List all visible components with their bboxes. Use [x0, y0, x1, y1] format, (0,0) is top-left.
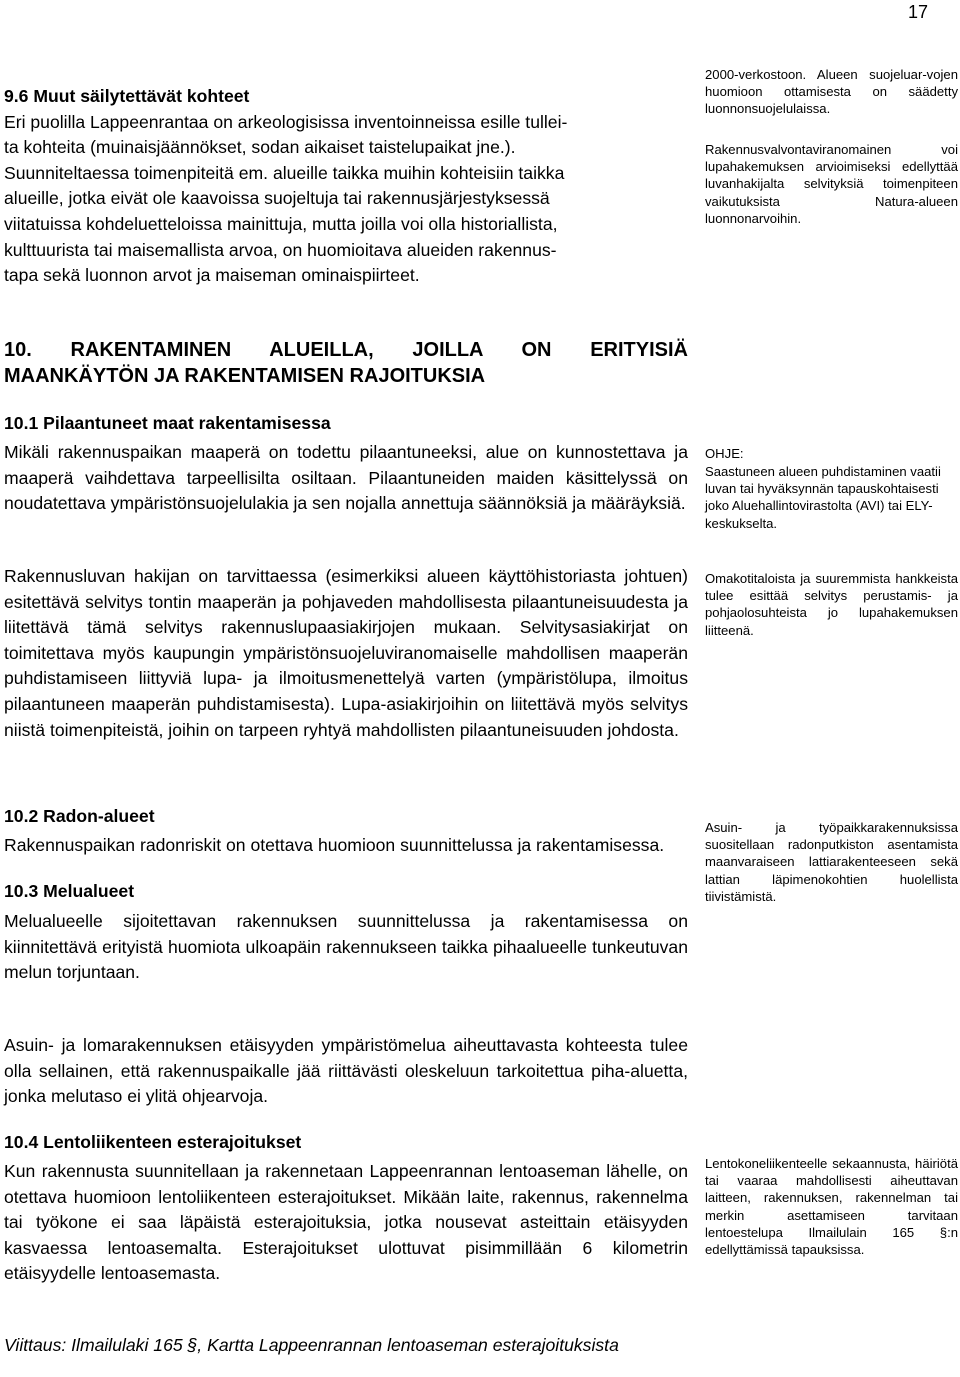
section-10-3-heading — [4, 879, 688, 905]
section-9-6-line-5: viitatuissa kohdeluetteloissa mainittuja, mutta joilla voi olla historiallista, — [4, 213, 558, 234]
section-10-3-para-1: Melualueelle sijoitettavan rakennuksen suunnittelussa ja rakentamisessa on kiinnitettävä erityistä huomiota ulkoapäin rakennukseen taikka pihaalueelle tunkeutuvan melun torjuntaan. — [4, 911, 688, 983]
section-10-1-title: 10.1 Pilaantuneet maat rakentamisessa — [4, 413, 331, 433]
section-9-6-line-2: ta kohteita (muinaisjäännökset, sodan aikaiset taistelupaikat jne.). — [4, 137, 516, 158]
section-10-2-para: Rakennuspaikan radonriskit on otettava huomioon suunnittelussa ja rakentamisessa. — [4, 835, 665, 855]
side-note-ground-survey: Omakotitaloista ja suuremmista hankkeista tulee esittää selvitys perustamis- ja pohjaolosuhteista jo lupahakemuksen liitteenä. — [705, 571, 958, 638]
side-note-contamination: Saastuneen alueen puhdistaminen vaatii luvan tai hyväksynnän tapauskohtaisesti joko Aluehallintovirastolta (AVI) tai ELY- keskukselta. — [705, 464, 941, 531]
side-note-natura-1: 2000-verkostoon. Alueen suojeluar-vojen huomioon ottamisesta on säädetty luonnonsuojelulaissa. — [705, 67, 958, 117]
ohje-label: OHJE: — [705, 446, 744, 461]
section-10-1-para-1: Mikäli rakennuspaikan maaperä on todettu pilaantuneeksi, alue on kunnostettava ja maaperä vaihdettava tarpeellisilta osiltaan. Pilaantuneiden maiden käsittelyssä on noudatettava ympäristönsuojelulakia ja sen nojalla annettuja säännöksiä ja määräyksiä. — [4, 442, 688, 514]
section-9-6-line-3: Suunniteltaessa toimenpiteitä em. alueille taikka muihin kohteisiin taikka — [4, 162, 565, 183]
section-9-6-line-7: tapa sekä luonnon arvot ja maiseman ominaispiirteet. — [4, 265, 420, 286]
section-9-6 — [4, 84, 688, 289]
section-10-1-heading — [4, 411, 688, 437]
side-note-natura-2-block — [705, 141, 958, 227]
section-9-6-line-1: Eri puolilla Lappeenrantaa on arkeologisissa inventoinneissa esille tullei- — [4, 111, 568, 132]
section-10-3-para-2: Asuin- ja lomarakennuksen etäisyyden ympäristömelua aiheuttavasta kohteesta tulee olla sellainen, että rakennuspaikalle jää riittävästi oleskeluun tarkoitettua piha-aluetta, jonka melutaso ei ylitä ohjearvoja. — [4, 1035, 688, 1107]
section-10-4-title: 10.4 Lentoliikenteen esterajoitukset — [4, 1132, 302, 1152]
section-10-4-heading — [4, 1130, 688, 1156]
section-9-6-heading: 9.6 Muut säilytettävät kohteet — [4, 86, 250, 106]
section-10-4-para: Kun rakennusta suunnitellaan ja rakennetaan Lappeenrannan lentoaseman lähelle, on otettava huomioon lentoliikenteen esterajoitukset. Mikään laite, rakennus, rakennelma tai työkone ei saa läpäistä esterajoituksia, jotka nousevat asteittain etäisyyden kasvaessa lentoasemalta. Esterajoitukset ulottuvat pisimmillään 6 kilometrin etäisyydelle lentoasemasta. — [4, 1161, 688, 1284]
section-10-1-para-2: Rakennusluvan hakijan on tarvittaessa (esimerkiksi alueen käyttöhistoriasta johtuen) esitettävä selvitys tontin maaperän ja pohjaveden mahdollisesta pilaantuneisuudesta ja liitettävä tämä selvitys rakennuslupaasiakirjojen mukaan. Selvitysasiakirjat on toimitettava myös kaupungin ympäristönsuojeluviranomaiselle mahdollisen maaperän puhdistamiseen liittyviä lupa- ja ilmoitusmenettelyä varten (ympäristölupa, ilmoitus pilaantuneen maaperän puhdistamisesta). Lupa-asiakirjoihin on liitettävä myös selvitys niistä toimenpiteistä, joihin on tarpeen ryhtyä mahdollisten pilaantuneisuuden johdosta. — [4, 566, 688, 740]
section-10-heading-line-1: 10. RAKENTAMINEN ALUEILLA, JOILLA ON ERITYISIÄ — [4, 339, 688, 361]
section-9-6-line-6: kulttuurista tai maisemallista arvoa, on huomioitava alueiden rakennus- — [4, 239, 557, 260]
section-10-3-title: 10.3 Melualueet — [4, 881, 135, 901]
reference-note: Viittaus: Ilmailulaki 165 §, Kartta Lappeenrannan lentoaseman esterajoituksista — [4, 1335, 619, 1355]
section-10-heading-line-2: MAANKÄYTÖN JA RAKENTAMISEN RAJOITUKSIA — [4, 365, 486, 387]
side-note-natura — [705, 66, 958, 118]
section-10-2-heading — [4, 804, 688, 830]
section-9-6-line-4: alueille, jotka eivät ole kaavoissa suojeltuja tai rakennusjärjestyksessä — [4, 188, 550, 209]
side-note-aviation: Lentokoneliikenteelle sekaannusta, häiriötä tai vaaraa mahdollisesti aiheuttavan laitteen, rakennuksen, rakennelman tai merkin asettamiseen tarvitaan lentoestelupa Ilmailulain 165 §:n edellyttämissä tapauksissa. — [705, 1156, 958, 1258]
page-number: 17 — [907, 2, 928, 22]
section-10-2-title: 10.2 Radon-alueet — [4, 806, 155, 826]
side-note-natura-2: Rakennusvalvontaviranomainen voi lupahakemuksen arvioimiseksi edellyttää luvanhakijalta selvityksiä toimenpiteen vaikutuksista Natura-alueen luonnonarvoihin. — [705, 142, 958, 226]
side-note-radon: Asuin- ja työpaikkarakennuksissa suositellaan radonputkiston asentamista maanvaraiseen lattiarakenteeseen sekä lattian läpimenokohtien huolellista tiivistämistä. — [705, 820, 958, 904]
